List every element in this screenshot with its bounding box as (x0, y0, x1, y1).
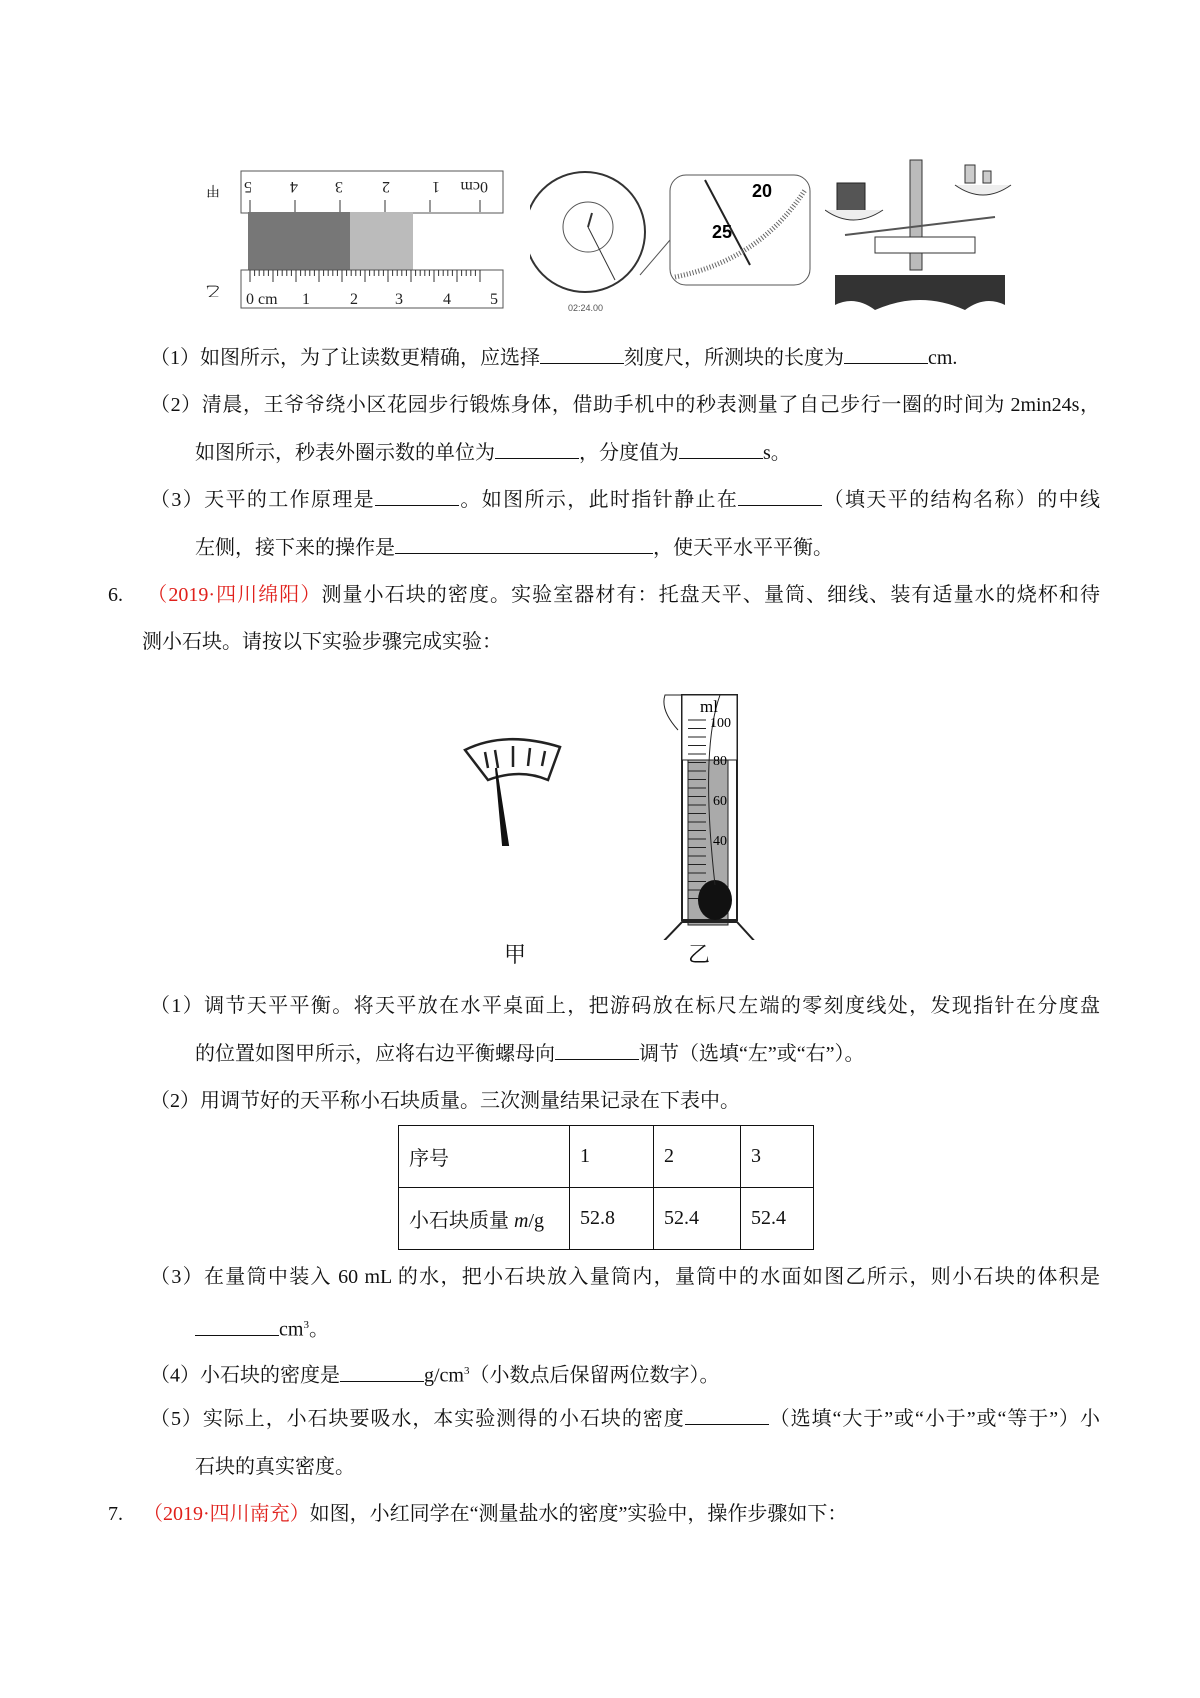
text: （小数点后保留两位数字）。 (469, 1364, 720, 1387)
q6-part1-line2 (195, 1041, 865, 1067)
text: /g (528, 1210, 545, 1232)
question-number: 7. (108, 1503, 123, 1525)
answer-blank[interactable] (685, 1406, 769, 1425)
text: 3 (464, 1365, 470, 1377)
ruler-a-tick: 0cm (460, 178, 488, 195)
table-cell: 52.4 (654, 1188, 741, 1250)
text: （4）小石块的密度是 (150, 1364, 340, 1387)
ruler-a-tick: 4 (290, 178, 298, 195)
text: 如图所示，秒表外圈示数的单位为 (195, 442, 495, 464)
q6-part4 (150, 1358, 720, 1389)
text: 左侧，接下来的操作是 (195, 537, 395, 559)
answer-blank[interactable] (844, 345, 928, 364)
answer-blank[interactable] (738, 487, 822, 506)
text: 刻度尺，所测块的长度为 (624, 347, 844, 369)
table-header: 1 (570, 1126, 654, 1188)
q6-part5-line1 (150, 1406, 1100, 1432)
ruler-b-tick: 5 (490, 291, 498, 308)
pointer-and-cylinder-image (460, 690, 760, 940)
answer-blank[interactable] (395, 535, 653, 554)
answer-blank[interactable] (540, 345, 624, 364)
ruler-b-tick: 0 cm (246, 291, 278, 308)
q5-part3-line2 (195, 535, 833, 561)
q5-part3-line1 (150, 487, 1100, 513)
cylinder-tick: 40 (713, 834, 727, 849)
text: cm. (928, 347, 958, 369)
cylinder-unit: ml (700, 697, 718, 716)
q5-part1 (150, 345, 957, 371)
answer-blank[interactable] (555, 1041, 639, 1060)
answer-blank[interactable] (679, 440, 763, 459)
answer-blank[interactable] (495, 440, 579, 459)
answer-blank[interactable] (375, 487, 459, 506)
q6-part2: （2）用调节好的天平称小石块质量。三次测量结果记录在下表中。 (150, 1090, 740, 1112)
stopwatch-image (530, 165, 820, 315)
figure-label-b: 乙 (688, 942, 711, 967)
ruler-b-tick: 1 (302, 291, 310, 308)
question-source: （2019·四川南充） (143, 1503, 310, 1525)
text: g/cm (424, 1364, 464, 1387)
rulers-image (240, 170, 510, 310)
ruler-b-tick: 4 (443, 291, 451, 308)
balance-image (825, 155, 1015, 315)
q6-part3-line1: （3）在量筒中装入 60 mL 的水，把小石块放入量筒内，量筒中的水面如图乙所示，则小石块的体积是 (150, 1266, 1100, 1288)
table-cell: 52.8 (570, 1188, 654, 1250)
ruler-a-tick: 1 (432, 178, 440, 195)
ruler-a-tick: 2 (382, 178, 390, 195)
table-header: 3 (741, 1126, 814, 1188)
ruler-a-tick: 5 (244, 178, 252, 195)
table-header: 2 (654, 1126, 741, 1188)
text: 。 (308, 1318, 329, 1341)
text: cm (279, 1318, 304, 1341)
ruler-b-label: 乙 (206, 282, 220, 297)
figure-label-a: 甲 (504, 942, 527, 967)
q5-part2-line1: （2）清晨，王爷爷绕小区花园步行锻炼身体，借助手机中的秒表测量了自己步行一圈的时间为 2min24s， (150, 394, 1100, 416)
q6-part1-line1: （1）调节天平平衡。将天平放在水平桌面上，把游码放在标尺左端的零刻度线处，发现指针在分度盘 (150, 995, 1100, 1017)
text: 测量小石块的密度。实验室器材有：托盘天平、量筒、细线、装有适量水的烧杯和待 (321, 584, 1101, 606)
text: 的位置如图甲所示，应将右边平衡螺母向 (195, 1043, 555, 1065)
text: 如图，小红同学在“测量盐水的密度”实验中，操作步骤如下： (309, 1503, 848, 1525)
stopwatch-time: 02:24.00 (568, 303, 604, 313)
q6-intro-line1 (108, 582, 1100, 608)
answer-blank[interactable] (340, 1363, 424, 1382)
q6-part5-line2: 石块的真实密度。 (195, 1456, 355, 1478)
zoom-label: 20 (752, 181, 773, 201)
text: 。如图所示，此时指针静止在 (459, 489, 739, 511)
text: （填天平的结构名称）的中线 (822, 489, 1101, 511)
text: 小石块质量 (409, 1210, 509, 1232)
table-cell: 52.4 (741, 1188, 814, 1250)
ruler-a-tick: 3 (335, 178, 343, 195)
cylinder-tick: 80 (713, 754, 727, 769)
question-source: （2019·四川绵阳） (147, 584, 322, 606)
cylinder-tick: 100 (710, 716, 731, 731)
zoom-label: 25 (712, 222, 733, 242)
answer-blank[interactable] (195, 1317, 279, 1336)
q6-intro-line2: 测小石块。请按以下实验步骤完成实验： (142, 631, 502, 653)
text: 3 (303, 1319, 309, 1331)
ruler-b-tick: 3 (395, 291, 403, 308)
text: （3）天平的工作原理是 (150, 489, 376, 511)
text: 调节（选填“左”或“右”）。 (639, 1043, 865, 1065)
text: （选填“大于”或“小于”或“等于”）小 (768, 1408, 1101, 1430)
ruler-a-label: 甲 (206, 182, 220, 197)
table-row (399, 1188, 814, 1250)
question-number: 6. (108, 584, 123, 606)
text: ，使天平水平平衡。 (653, 537, 833, 559)
ruler-b-tick: 2 (350, 291, 358, 308)
text: ，分度值为 (579, 442, 679, 464)
mass-table (398, 1125, 814, 1250)
table-row (399, 1126, 814, 1188)
q5-part2-line2 (195, 440, 791, 466)
q7-intro (108, 1501, 847, 1527)
table-header: 序号 (399, 1126, 570, 1188)
text: （5）实际上，小石块要吸水，本实验测得的小石块的密度 (150, 1408, 685, 1430)
text: m (514, 1210, 529, 1232)
table-cell (399, 1188, 570, 1250)
text: s。 (763, 442, 791, 464)
text: （1）如图所示，为了让读数更精确，应选择 (150, 347, 540, 369)
cylinder-tick: 60 (713, 794, 727, 809)
q6-part3-line2 (195, 1312, 329, 1343)
